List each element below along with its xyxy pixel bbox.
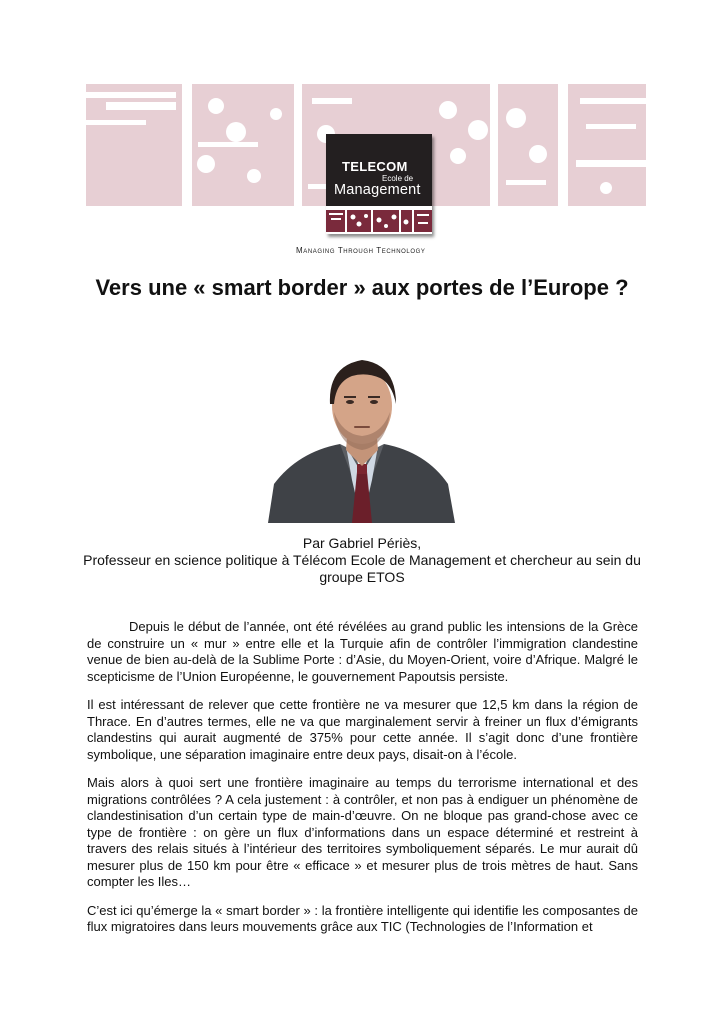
article-body [87,619,638,948]
logo-dark-panel [326,134,432,206]
logo-telecom-text: TELECOM [342,159,408,174]
author-portrait [268,354,455,523]
logo-tagline: Managing Through Technology [296,246,426,255]
author-name: Par Gabriel Périès, [302,535,422,551]
paragraph: Il est intéressant de relever que cette frontière ne va mesurer que 12,5 km dans la région de Thrace. En d’autres termes, elle ne va que marginalement servir à freiner un flux d’émigrants clandestins qui aurait augmenté de 375% pour cette année. Il s’agit donc d’une frontière symbolique, une séparation imaginaire entre deux pays, disait-on à l’école. [87,697,638,762]
logo-pattern-strip [326,210,432,232]
article-title: Vers une « smart border » aux portes de l’Europe ? [95,275,629,300]
author-byline [80,535,644,586]
author-affiliation: Professeur en science politique à Télécom Ecole de Management et chercheur au sein du groupe ETOS [83,552,641,585]
logo-management-text: Management [334,182,421,198]
paragraph: Mais alors à quoi sert une frontière imaginaire au temps du terrorisme international et des migrations contrôlées ? A cela justement : à contrôler, et non pas à endiguer un phénomène de clandestinisation d’un certain type de main-d’œuvre. On ne bloque pas grand-chose avec ce type de frontière : on gère un flux d’informations dans un espace déterminé et restreint à travers des relais situés à l’intérieur des territoires symboliquement séparés. Le mur aurait dû mesurer plus de 150 km pour être « efficace » et mesurer plus de trois mètres de haut. Sans compter les Iles… [87,775,638,889]
logo-ecole-text: Ecole de [382,174,414,183]
telecom-logo [326,134,432,234]
paragraph: Depuis le début de l’année, ont été révélées au grand public les intensions de la Grèce de construire un « mur » entre elle et la Turquie afin de contrôler l’immigration clandestine venue de bien au-delà de la Sublime Porte : d’Asie, du Moyen-Orient, voire d’Afrique. Malgré le scepticisme de l’Union Européenne, le gouvernement Papoutsis persiste. [87,619,638,684]
paragraph: C’est ici qu’émerge la « smart border » : la frontière intelligente qui identifie les composantes de flux migratoires dans leurs mouvements grâce aux TIC (Technologies de l’Information et [87,902,638,934]
